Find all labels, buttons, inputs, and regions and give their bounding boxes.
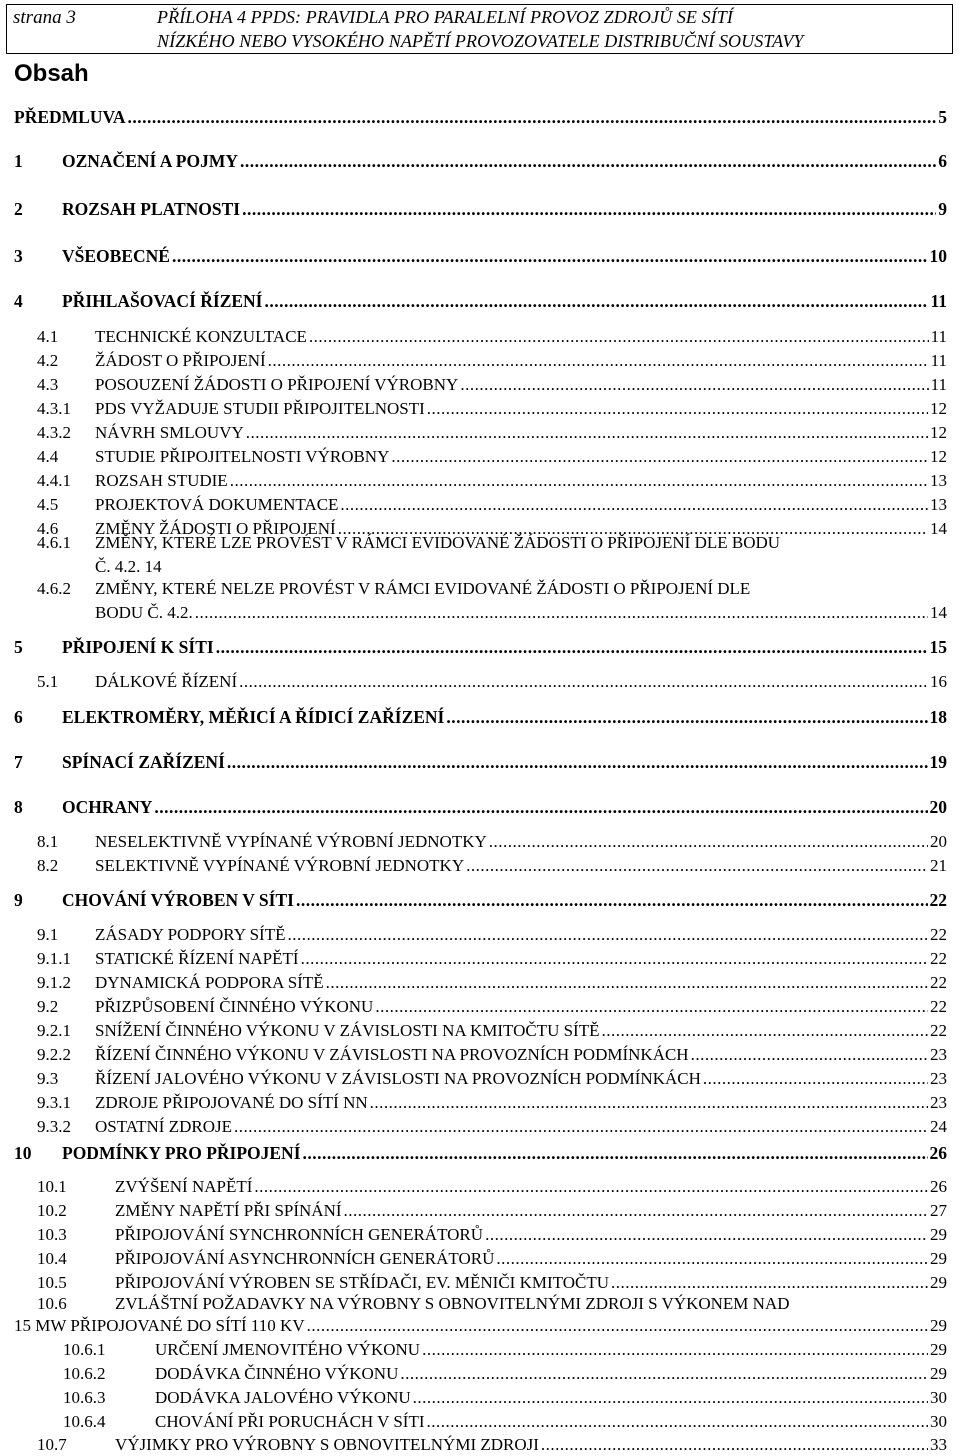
- toc-entry-title: NESELEKTIVNĚ VYPÍNANÉ VÝROBNÍ JEDNOTKY: [95, 832, 487, 851]
- toc-entry-number: 10: [14, 1143, 32, 1163]
- toc-entry-number: 9.3.2: [37, 1117, 71, 1136]
- toc-entry[interactable]: [0, 374, 960, 396]
- toc-entry-title: DÁLKOVÉ ŘÍZENÍ: [95, 672, 238, 691]
- dot-leader: [466, 855, 928, 877]
- toc-entry-continuation[interactable]: [0, 556, 960, 578]
- toc-entry-title: ROZSAH PLATNOSTI: [62, 199, 241, 219]
- toc-entry-page: 14: [930, 519, 947, 538]
- toc-entry-page: 22: [930, 925, 947, 944]
- toc-entry-page: 12: [930, 423, 947, 442]
- toc-entry-page: 30: [930, 1412, 947, 1431]
- toc-entry-number: 10.6.1: [63, 1340, 106, 1359]
- toc-entry-number: 7: [14, 752, 23, 772]
- toc-entry-title: ŘÍZENÍ JALOVÉHO VÝKONU V ZÁVISLOSTI NA PROVOZNÍCH PODMÍNKÁCH: [95, 1069, 701, 1088]
- dot-leader: [691, 1044, 928, 1066]
- toc-entry[interactable]: [0, 1272, 960, 1294]
- toc-entry-page: 29: [930, 1364, 947, 1383]
- toc-entry-title: PDS VYŽADUJE STUDII PŘIPOJITELNOSTI: [95, 399, 425, 418]
- toc-entry-page: 14: [930, 603, 947, 622]
- toc-entry-page: 22: [930, 1021, 947, 1040]
- toc-entry-page: 23: [930, 1045, 947, 1064]
- toc-entry[interactable]: [0, 1339, 960, 1361]
- toc-entry-continuation[interactable]: [0, 602, 960, 624]
- toc-entry-number: 4.3: [37, 375, 59, 394]
- page-number-label: strana 3: [13, 7, 76, 28]
- toc-entry-title: CHOVÁNÍ VÝROBEN V SÍTI: [62, 890, 294, 910]
- toc-entry-number: 4.3.1: [37, 399, 71, 418]
- toc-entry-title: OCHRANY: [62, 797, 153, 817]
- toc-entry-title: ZMĚNY, KTERÉ NELZE PROVÉST V RÁMCI EVIDOVANÉ ŽÁDOSTI O PŘIPOJENÍ DLE: [95, 579, 751, 598]
- toc-entry-title: ZMĚNY ŽÁDOSTI O PŘIPOJENÍ: [95, 519, 336, 538]
- toc-entry-number: 5.1: [37, 672, 59, 691]
- toc-entry-title: Č. 4.2. 14: [95, 557, 162, 576]
- toc-entry-page: 26: [929, 1143, 947, 1163]
- dot-leader: [344, 1200, 928, 1222]
- dot-leader: [460, 374, 928, 396]
- toc-entry-page: 33: [930, 1435, 947, 1454]
- toc-entry-title: ŘÍZENÍ ČINNÉHO VÝKONU V ZÁVISLOSTI NA PROVOZNÍCH PODMÍNKÁCH: [95, 1045, 689, 1064]
- toc-entry-page: 9: [938, 199, 947, 219]
- toc-entry-title: DODÁVKA JALOVÉHO VÝKONU: [155, 1388, 411, 1407]
- toc-entry-title: ELEKTROMĚRY, MĚŘICÍ A ŘÍDICÍ ZAŘÍZENÍ: [62, 707, 445, 727]
- toc-entry[interactable]: [0, 831, 960, 853]
- dot-leader: [246, 422, 928, 444]
- dot-leader: [446, 706, 927, 728]
- toc-entry[interactable]: [0, 751, 960, 773]
- dot-leader: [172, 245, 928, 267]
- toc-entry-number: 6: [14, 707, 23, 727]
- toc-entry-number: 8.2: [37, 856, 59, 875]
- toc-entry-number: 5: [14, 637, 23, 657]
- dot-leader: [216, 636, 928, 658]
- toc-entry[interactable]: [0, 1293, 960, 1315]
- toc-entry-number: 10.6.4: [63, 1412, 106, 1431]
- toc-entry-title: TECHNICKÉ KONZULTACE: [95, 327, 307, 346]
- dot-leader: [254, 1176, 928, 1198]
- toc-entry[interactable]: [0, 1116, 960, 1138]
- toc-entry[interactable]: [0, 706, 960, 728]
- toc-entry-number: 9.3: [37, 1069, 59, 1088]
- toc-entry-title: ZÁSADY PODPORY SÍTĚ: [95, 925, 286, 944]
- toc-entry-page: 22: [930, 949, 947, 968]
- toc-entry[interactable]: [0, 796, 960, 818]
- dot-leader: [242, 198, 936, 220]
- toc-entry-title: DODÁVKA ČINNÉHO VÝKONU: [155, 1364, 399, 1383]
- dot-leader: [227, 751, 928, 773]
- toc-entry[interactable]: [0, 1387, 960, 1409]
- dot-leader: [230, 470, 928, 492]
- toc-entry-number: 10.1: [37, 1177, 67, 1196]
- toc-entry-number: 8.1: [37, 832, 59, 851]
- toc-entry[interactable]: [0, 889, 960, 911]
- toc-entry[interactable]: [0, 1434, 960, 1456]
- dot-leader: [601, 1020, 928, 1042]
- toc-entry-page: 24: [930, 1117, 947, 1136]
- toc-entry-title: PŘIPOJENÍ K SÍTI: [62, 637, 214, 657]
- toc-entry-page: 10: [929, 246, 947, 266]
- toc-entry-number: 10.3: [37, 1225, 67, 1244]
- toc-entry-page: 16: [930, 672, 947, 691]
- toc-entry-number: 9.1.2: [37, 973, 71, 992]
- toc-entry[interactable]: [0, 636, 960, 658]
- toc-entry-number: 9: [14, 890, 23, 910]
- header-title-line-1: PŘÍLOHA 4 PPDS: PRAVIDLA PRO PARALELNÍ PROVOZ ZDROJŮ SE SÍTÍ: [157, 7, 734, 27]
- toc-entry-page: 22: [929, 890, 947, 910]
- toc-entry-title: SPÍNACÍ ZAŘÍZENÍ: [62, 752, 225, 772]
- dot-leader: [234, 1116, 928, 1138]
- toc-entry-page: 12: [930, 399, 947, 418]
- dot-leader: [611, 1272, 928, 1294]
- toc-entry-number: 4.1: [37, 327, 59, 346]
- toc-entry-number: 2: [14, 199, 23, 219]
- toc-entry[interactable]: [0, 1176, 960, 1198]
- toc-entry-page: 22: [930, 973, 947, 992]
- toc-entry-title: BODU Č. 4.2.: [95, 603, 193, 622]
- toc-entry-number: 10.5: [37, 1273, 67, 1292]
- toc-entry[interactable]: [0, 326, 960, 348]
- toc-entry-title: ŽÁDOST O PŘIPOJENÍ: [95, 351, 266, 370]
- toc-entry[interactable]: [0, 1068, 960, 1090]
- dot-leader: [309, 326, 929, 348]
- toc-entry-title: 15 MW PŘIPOJOVANÉ DO SÍTÍ 110 KV: [14, 1316, 305, 1335]
- toc-entry-page: 30: [930, 1388, 947, 1407]
- toc-entry-title: URČENÍ JMENOVITÉHO VÝKONU: [155, 1340, 421, 1359]
- toc-entry-page: 23: [930, 1069, 947, 1088]
- dot-leader: [391, 446, 928, 468]
- toc-entry-number: 4: [14, 291, 23, 311]
- toc-entry-number: 9.1: [37, 925, 59, 944]
- dot-leader: [240, 150, 936, 172]
- toc-entry-number: 10.2: [37, 1201, 67, 1220]
- toc-entry-title: PŘIZPŮSOBENÍ ČINNÉHO VÝKONU: [95, 997, 374, 1016]
- toc-entry[interactable]: [0, 245, 960, 267]
- dot-leader: [427, 398, 928, 420]
- toc-entry-page: 20: [930, 832, 947, 851]
- toc-entry-title: ZDROJE PŘIPOJOVANÉ DO SÍTÍ NN: [95, 1093, 368, 1112]
- toc-entry-number: 4.4.1: [37, 471, 71, 490]
- toc-entry-title: PŘIPOJOVÁNÍ VÝROBEN SE STŘÍDAČI, EV. MĚNIČI KMITOČTU: [115, 1273, 609, 1292]
- toc-entry[interactable]: [0, 948, 960, 970]
- dot-leader: [268, 350, 929, 372]
- toc-entry[interactable]: [0, 578, 960, 600]
- toc-entry[interactable]: [0, 1200, 960, 1222]
- toc-entry-number: 4.5: [37, 495, 59, 514]
- toc-entry-page: 29: [930, 1249, 947, 1268]
- dot-leader: [288, 924, 929, 946]
- toc-entry[interactable]: [0, 398, 960, 420]
- dot-leader: [307, 1315, 928, 1337]
- toc-entry[interactable]: [0, 446, 960, 468]
- toc-entry-number: 8: [14, 797, 23, 817]
- toc-entry-page: 11: [930, 327, 947, 346]
- toc-entry[interactable]: [0, 422, 960, 444]
- toc-entry-title: VÝJIMKY PRO VÝROBNY S OBNOVITELNÝMI ZDROJI: [115, 1435, 539, 1454]
- toc-entry-number: 9.3.1: [37, 1093, 71, 1112]
- dot-leader: [370, 1092, 928, 1114]
- toc-entry-number: 9.2: [37, 997, 59, 1016]
- toc-entry-title: PROJEKTOVÁ DOKUMENTACE: [95, 495, 339, 514]
- dot-leader: [485, 1224, 928, 1246]
- toc-entry-title: ZVÝŠENÍ NAPĚTÍ: [115, 1177, 253, 1196]
- toc-entry-number: 9.2.2: [37, 1045, 71, 1064]
- toc-entry-page: 6: [938, 151, 947, 171]
- toc-entry-title: PŘIPOJOVÁNÍ SYNCHRONNÍCH GENERÁTORŮ: [115, 1225, 484, 1244]
- toc-entry-title: OSTATNÍ ZDROJE: [95, 1117, 232, 1136]
- dot-leader: [703, 1068, 928, 1090]
- dot-leader: [541, 1434, 928, 1456]
- toc-entry-page: 23: [930, 1093, 947, 1112]
- toc-entry-page: 11: [930, 291, 947, 311]
- dot-leader: [239, 671, 928, 693]
- toc-entry-title: PŘIPOJOVÁNÍ ASYNCHRONNÍCH GENERÁTORŮ: [115, 1249, 495, 1268]
- toc-entry-page: 11: [930, 351, 947, 370]
- toc-entry[interactable]: [0, 494, 960, 516]
- toc-entry-number: 4.6: [37, 519, 59, 538]
- dot-leader: [427, 1411, 928, 1433]
- toc-entry-title: ZVLÁŠTNÍ POŽADAVKY NA VÝROBNY S OBNOVITELNÝMI ZDROJI S VÝKONEM NAD: [115, 1294, 790, 1313]
- toc-entry-page: 27: [930, 1201, 947, 1220]
- toc-entry-title: PŘEDMLUVA: [14, 107, 126, 127]
- toc-entry-page: 13: [930, 495, 947, 514]
- toc-entry-title: OZNAČENÍ A POJMY: [62, 151, 238, 171]
- toc-entry[interactable]: [0, 972, 960, 994]
- toc-entry-title: SNÍŽENÍ ČINNÉHO VÝKONU V ZÁVISLOSTI NA KMITOČTU SÍTĚ: [95, 1021, 600, 1040]
- toc-entry-number: 10.4: [37, 1249, 67, 1268]
- toc-entry-title: SELEKTIVNĚ VYPÍNANÉ VÝROBNÍ JEDNOTKY: [95, 856, 465, 875]
- toc-entry-page: 29: [930, 1316, 947, 1335]
- dot-leader: [195, 602, 928, 624]
- toc-entry-title: POSOUZENÍ ŽÁDOSTI O PŘIPOJENÍ VÝROBNY: [95, 375, 459, 394]
- toc-entry-number: 3: [14, 246, 23, 266]
- toc-entry-page: 19: [929, 752, 947, 772]
- toc-entry[interactable]: [0, 350, 960, 372]
- dot-leader: [496, 1248, 928, 1270]
- toc-entry[interactable]: [0, 671, 960, 693]
- toc-entry[interactable]: [0, 150, 960, 172]
- toc-entry-page: 5: [938, 107, 947, 127]
- toc-entry[interactable]: [0, 470, 960, 492]
- toc-entry[interactable]: [0, 1142, 960, 1164]
- toc-entry[interactable]: [0, 1363, 960, 1385]
- dot-leader: [154, 796, 927, 818]
- toc-entry-number: 9.2.1: [37, 1021, 71, 1040]
- toc-entry-page: 18: [929, 707, 947, 727]
- toc-entry[interactable]: [0, 1224, 960, 1246]
- toc-entry-title: STUDIE PŘIPOJITELNOSTI VÝROBNY: [95, 447, 390, 466]
- toc-entry-page: 22: [930, 997, 947, 1016]
- toc-entry-number: 4.2: [37, 351, 59, 370]
- toc-entry[interactable]: [0, 198, 960, 220]
- toc-entry-number: 10.7: [37, 1435, 67, 1454]
- toc-entry-title: PODMÍNKY PRO PŘIPOJENÍ: [62, 1143, 301, 1163]
- toc-entry-number: 9.1.1: [37, 949, 71, 968]
- toc-entry[interactable]: [0, 1020, 960, 1042]
- toc-entry-title: STATICKÉ ŘÍZENÍ NAPĚTÍ: [95, 949, 299, 968]
- toc-entry[interactable]: [0, 924, 960, 946]
- toc-entry[interactable]: [0, 1411, 960, 1433]
- dot-leader: [489, 831, 928, 853]
- toc-entry[interactable]: [0, 1092, 960, 1114]
- toc-heading: Obsah: [14, 60, 89, 87]
- toc-entry-page: 29: [930, 1225, 947, 1244]
- dot-leader: [265, 290, 929, 312]
- dot-leader: [413, 1387, 928, 1409]
- toc-entry[interactable]: [0, 1044, 960, 1066]
- dot-leader: [303, 1142, 928, 1164]
- toc-entry-page: 15: [929, 637, 947, 657]
- toc-entry-title: ZMĚNY, KTERÉ LZE PROVÉST V RÁMCI EVIDOVANÉ ŽÁDOSTI O PŘIPOJENÍ DLE BODU: [95, 533, 781, 552]
- toc-entry[interactable]: [0, 1248, 960, 1270]
- page-header: [6, 4, 953, 54]
- toc-entry-number: 4.6.1: [37, 533, 71, 552]
- toc-entry-number: 4.4: [37, 447, 59, 466]
- dot-leader: [326, 972, 928, 994]
- toc-entry-title: CHOVÁNÍ PŘI PORUCHÁCH V SÍTI: [155, 1412, 425, 1431]
- toc-entry-page: 11: [930, 375, 947, 394]
- toc-entry-number: 4.3.2: [37, 423, 71, 442]
- toc-entry-title: ROZSAH STUDIE: [95, 471, 228, 490]
- toc-entry-number: 10.6: [37, 1294, 67, 1313]
- toc-entry-number: 10.6.3: [63, 1388, 106, 1407]
- toc-entry-page: 13: [930, 471, 947, 490]
- toc-entry[interactable]: [0, 996, 960, 1018]
- toc-entry-title: PŘIHLAŠOVACÍ ŘÍZENÍ: [62, 291, 263, 311]
- toc-entry-number: 10.6.2: [63, 1364, 106, 1383]
- toc-entry[interactable]: [0, 855, 960, 877]
- toc-entry-continuation[interactable]: [0, 1315, 960, 1337]
- dot-leader: [400, 1363, 928, 1385]
- toc-entry-title: VŠEOBECNÉ: [62, 246, 170, 266]
- dot-leader: [301, 948, 928, 970]
- toc-entry[interactable]: [0, 532, 960, 554]
- toc-entry-page: 20: [929, 797, 947, 817]
- dot-leader: [422, 1339, 928, 1361]
- toc-entry-page: 26: [930, 1177, 947, 1196]
- toc-entry-page: 21: [930, 856, 947, 875]
- dot-leader: [128, 106, 937, 128]
- toc-entry-title: ZMĚNY NAPĚTÍ PŘI SPÍNÁNÍ: [115, 1201, 342, 1220]
- toc-entry-page: 12: [930, 447, 947, 466]
- toc-entry-title: DYNAMICKÁ PODPORA SÍTĚ: [95, 973, 324, 992]
- toc-entry-number: 4.6.2: [37, 579, 71, 598]
- toc-entry-page: 29: [930, 1340, 947, 1359]
- toc-entry-title: NÁVRH SMLOUVY: [95, 423, 244, 442]
- dot-leader: [375, 996, 928, 1018]
- toc-entry-page: 29: [930, 1273, 947, 1292]
- dot-leader: [340, 494, 928, 516]
- toc-entry[interactable]: [0, 290, 960, 312]
- dot-leader: [296, 889, 928, 911]
- toc-entry-number: 1: [14, 151, 23, 171]
- toc-entry[interactable]: [0, 106, 960, 128]
- header-title-line-2: NÍZKÉHO NEBO VYSOKÉHO NAPĚTÍ PROVOZOVATELE DISTRIBUČNÍ SOUSTAVY: [157, 31, 804, 51]
